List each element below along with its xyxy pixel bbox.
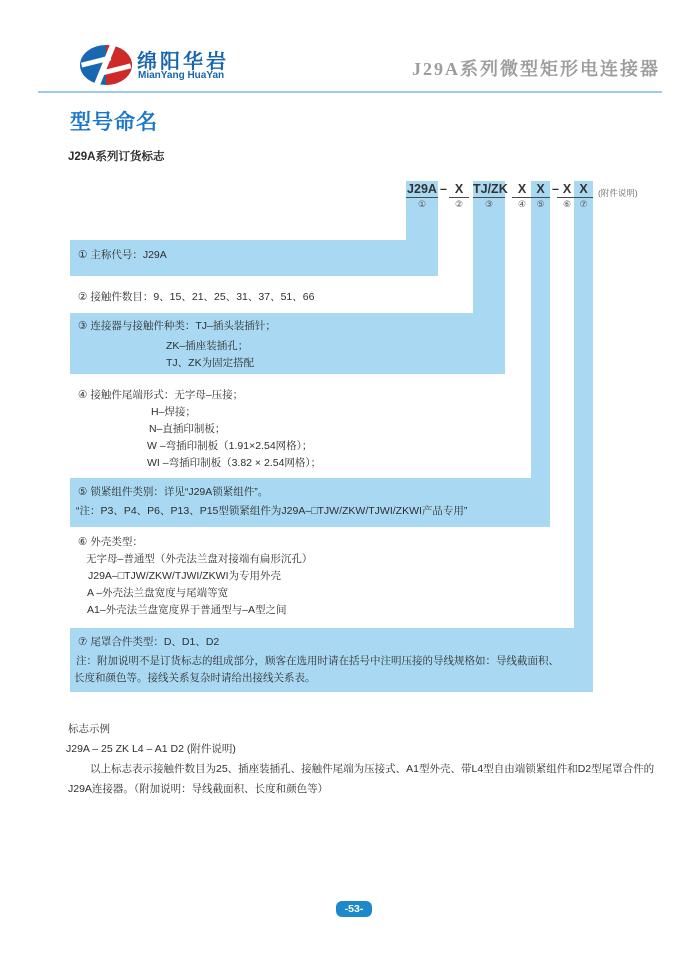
code-separator-2: –	[552, 182, 559, 196]
row3-line3: TJ、ZK为固定搭配	[166, 357, 255, 369]
code-segment-2-text: X	[449, 183, 469, 198]
code-segment-1	[406, 183, 438, 209]
row5-line2: “注：P3、P4、P6、P13、P15型锁紧组件为J29A–□TJW/ZKW/TJWI/ZKWI产品专用”	[76, 505, 468, 517]
row7-line1: ⑦ 尾罩合件类型：D、D1、D2	[78, 636, 220, 648]
code-segment-3	[473, 182, 508, 209]
example-title: 标志示例	[68, 723, 110, 735]
section-title: 型号命名	[70, 111, 158, 134]
row6-line1: ⑥ 外壳类型：	[78, 536, 143, 548]
row5-line1: ⑤ 锁紧组件类别：详见“J29A锁紧组件”。	[78, 486, 269, 498]
row7-line3: 长度和颜色等。接线关系复杂时请给出接线关系表。	[74, 672, 316, 684]
code-segment-3-num: ③	[484, 199, 494, 209]
code-column-7	[574, 181, 593, 692]
example-description-line2: J29A连接器。（附加说明：导线截面积、长度和颜色等）	[68, 783, 329, 795]
row4-line4: W –弯插印制板（1.91×2.54网格）；	[147, 440, 313, 452]
document-title: J29A系列微型矩形电连接器	[412, 59, 660, 79]
code-segment-5-text: X	[531, 183, 550, 198]
logo-text-en: MianYang HuaYan	[138, 70, 225, 81]
code-segment-2	[449, 183, 469, 209]
row4-line1: ④ 接触件尾端形式：无字母–压接；	[78, 389, 244, 401]
row4-line5: WI –弯插印制板（3.82 × 2.54网格）；	[147, 457, 322, 469]
code-segment-6-text: X	[557, 183, 577, 198]
row6-line5: A1–外壳法兰盘宽度界于普通型与–A型之间	[87, 604, 287, 616]
code-segment-1-text: J29A	[407, 182, 437, 196]
code-segment-3-text: TJ/ZK	[473, 182, 508, 196]
code-attachment-note: (附件说明)	[598, 188, 638, 198]
row6-line2: 无字母–普通型（外壳法兰盘对接端有扁形沉孔）	[86, 553, 313, 565]
row4-line3: N–直插印制板；	[149, 423, 226, 435]
row3-line1: ③ 连接器与接触件种类：TJ–插头装插针；	[78, 320, 276, 332]
company-logo-icon	[79, 43, 133, 92]
code-segment-4-text: X	[512, 183, 532, 198]
code-segment-2-num: ②	[454, 199, 464, 209]
header-divider	[38, 91, 662, 93]
example-code-line: J29A – 25 ZK L4 – A1 D2 (附件说明)	[66, 743, 236, 755]
row3-line2: ZK–插座装插孔；	[166, 340, 249, 352]
row4-line2: H–焊接；	[151, 406, 196, 418]
row7-line2: 注：附加说明不是订货标志的组成部分，顾客在选用时请在括号中注明压接的导线规格如：导线截面积、	[76, 655, 559, 667]
code-segment-7-text: X	[574, 183, 593, 198]
code-column-5	[531, 181, 550, 527]
code-segment-4	[512, 183, 532, 209]
code-segment-7	[574, 183, 593, 209]
row6-line4: A –外壳法兰盘宽度与尾端等宽	[87, 587, 229, 599]
row2-line: ② 接触件数目：9、15、21、25、31、37、51、66	[78, 291, 315, 303]
code-segment-6-num: ⑥	[562, 199, 572, 209]
code-segment-7-num: ⑦	[579, 199, 588, 209]
code-segment-4-num: ④	[517, 199, 527, 209]
example-description-line1: 以上标志表示接触件数目为25、插座装插孔、接触件尾端为压接式、A1型外壳、带L4型自由端锁紧组件和D2型尾罩合件的	[90, 763, 655, 775]
code-segment-5-num: ⑤	[536, 199, 545, 209]
page-number-badge: -53-	[336, 901, 372, 917]
code-segment-1-num: ①	[417, 199, 427, 209]
section-subtitle: J29A系列订货标志	[68, 151, 165, 163]
code-segment-5	[531, 183, 550, 209]
logo-text-cn: 绵阳华岩	[137, 51, 229, 73]
row1-line: ① 主称代号：J29A	[78, 249, 167, 261]
row6-line3: J29A–□TJW/ZKW/TJWI/ZKWI为专用外壳	[88, 570, 282, 582]
code-separator-1: –	[440, 182, 447, 196]
